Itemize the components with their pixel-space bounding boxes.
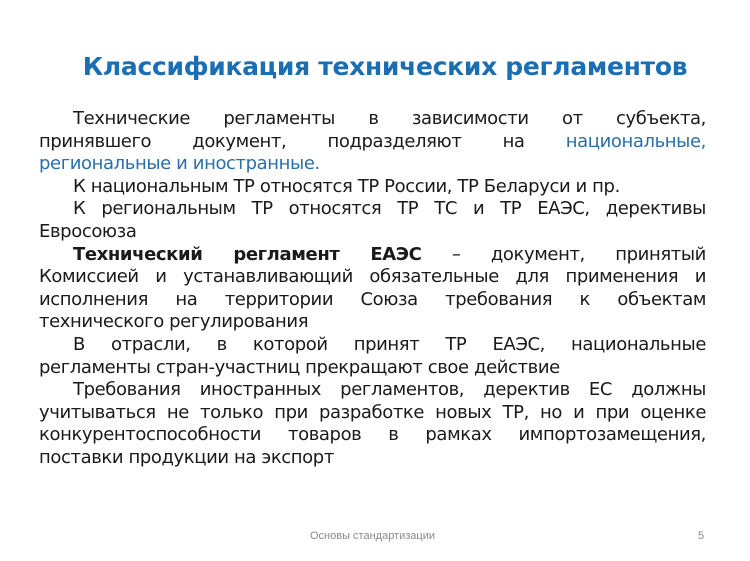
text-line: поставки продукции на экспорт xyxy=(39,446,334,468)
text-segment: принявшего документ, подразделяют на xyxy=(39,130,566,152)
text-line: исполнения на территории Союза требования к объектам xyxy=(39,288,706,310)
highlight-line: региональные и иностранные. xyxy=(39,153,320,175)
slide-body xyxy=(39,108,706,470)
text-line: К национальным ТР относятся ТР России, ТР Беларуси и пр. xyxy=(73,175,620,197)
text-line: Требования иностранных регламентов, деректив ЕС должны xyxy=(73,379,706,401)
page-number: 5 xyxy=(698,530,705,542)
text-line: конкурентоспособности товаров в рамках импортозамещения, xyxy=(39,424,706,446)
text-segment: – документ, принятый xyxy=(451,243,706,265)
text-line xyxy=(39,131,706,154)
text-line: учитываться не только при разработке новых ТР, но и при оценке xyxy=(39,401,706,423)
text-line: регламенты стран-участниц прекращают свое действие xyxy=(39,356,560,378)
text-line: Евросоюза xyxy=(39,220,137,242)
text-line: технического регулирования xyxy=(39,311,309,333)
text-line: Технические регламенты в зависимости от субъекта, xyxy=(73,108,706,129)
highlight-text: национальные, xyxy=(565,130,706,152)
text-line xyxy=(39,244,706,267)
footer-text: Основы стандартизации xyxy=(310,530,436,542)
text-line: В отрасли, в которой принят ТР ЕАЭС, национальные xyxy=(73,333,706,355)
text-line: К региональным ТР относятся ТР ТС и ТР ЕАЭС, дерективы xyxy=(73,198,706,220)
bold-term: Технический регламент ЕАЭС xyxy=(73,243,422,265)
slide-title: Классификация технических регламентов xyxy=(82,52,688,81)
paragraph-types xyxy=(39,108,706,176)
text-line: Комиссией и устанавливающий обязательные для применения и xyxy=(39,266,706,288)
